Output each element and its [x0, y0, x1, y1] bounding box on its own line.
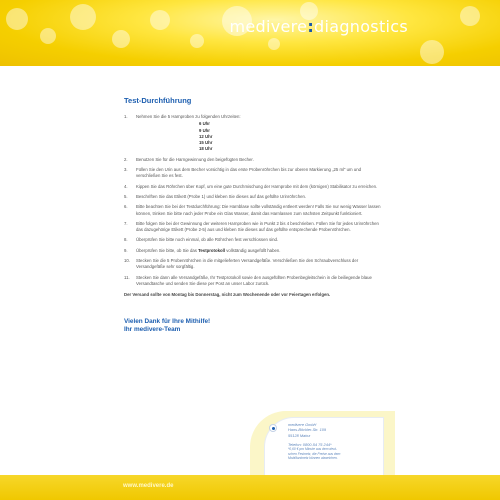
bokeh-decoration — [40, 28, 56, 44]
bokeh-decoration — [460, 6, 480, 26]
step-text: Überprüfen Sie bitte noch einmal, ob alle Röhrchen fest verschlossen sind. — [136, 237, 279, 243]
step-text-after: vollständig ausgefüllt haben. — [225, 247, 281, 253]
bokeh-decoration — [268, 38, 280, 50]
step-number: 8. — [124, 237, 128, 243]
step-text: Beschriften Sie das Etikett (Probe 1) und kleben Sie dieses auf das gefüllte Urinröhrchen. — [136, 193, 307, 199]
address-street: Hans-Böckler-Str. 109 — [288, 427, 327, 433]
step-number: 10. — [124, 258, 130, 264]
address-city: 55128 Mainz — [288, 432, 311, 438]
bokeh-decoration — [190, 34, 204, 48]
phone-disclaimer-line: Mobilfunknetz können abweichen. — [288, 456, 338, 460]
time-item: 9 Uhr — [199, 127, 210, 133]
step-number: 5. — [124, 193, 128, 199]
step-text: Stecken Sie dann alle Versandgefäße, Ihr Testprotokoll sowie den ausgefüllten Probenbegleitschein in die beiliegende blaue Versandtasche und senden Sie diese per Post an unser Labor zurück. — [136, 274, 372, 286]
step-text: Bitte folgen Sie bei der Gewinnung der weiteren Harnproben wie in Punkt 2 bis 4 beschrieben. Füllen Sie für jedes Urinröhrchen das dazugehörige Etikett (Probe 2-5) aus und kleben Sie dieses auf das gefüllte entsprechende Probenröhrchen. — [136, 220, 379, 233]
step-item — [124, 157, 384, 163]
step-number: 2. — [124, 156, 128, 162]
time-list — [199, 121, 384, 152]
step-number: 7. — [124, 220, 128, 226]
logo-text-left: medivere — [229, 17, 308, 36]
step-item — [124, 114, 384, 153]
bokeh-decoration — [112, 30, 130, 48]
shipping-note: Der Versand sollte von Montag bis Donnerstag, nicht zum Wochenende oder vor Feiertagen erfolgen. — [124, 292, 331, 298]
step-number: 6. — [124, 204, 128, 210]
thanks-message — [124, 318, 384, 334]
step-text: Stecken Sie die 5 Probenröhrchen in die mitgelieferten Versandgefäße. Verschließen Sie den Schraubverschluss der Versandgefäße sehr sorgfältig. — [136, 258, 359, 270]
step-item — [124, 194, 384, 200]
time-item: 15 Uhr — [199, 140, 213, 146]
step-item — [124, 237, 384, 243]
step-number: 11. — [124, 274, 130, 280]
step-text — [136, 248, 384, 254]
step-item — [124, 275, 384, 288]
company-name: medivere GmbH — [288, 422, 317, 427]
company-address — [288, 422, 340, 460]
time-item: 12 Uhr — [199, 133, 213, 139]
step-item — [124, 258, 384, 271]
bokeh-decoration — [420, 40, 444, 64]
logo-separator: : — [307, 17, 315, 36]
step-text-wrap — [136, 114, 384, 153]
step-item — [124, 248, 384, 254]
logo-text-right: diagnostics — [314, 17, 408, 36]
step-text: Bitte beachten Sie bei der Testdurchführung: Die Harnblase sollte vollständig entleert werden! Falls Sie nur wenig Wasser lassen können, trinken Sie bitte nach jeder Probe ein Glas Wasser, damit das Harnlassen zum nächsten Zeitpunkt funktioniert. — [136, 204, 381, 216]
step-item — [124, 184, 384, 190]
instructions-content — [124, 96, 384, 334]
bokeh-decoration — [6, 8, 28, 30]
step-item — [124, 167, 384, 180]
time-item: 6 Uhr — [199, 121, 210, 127]
step-text: Benutzen Sie für die Harngewinnung den beigefügten Becher. — [136, 156, 254, 162]
step-text: Nehmen Sie die 5 Harnproben zu folgenden Uhrzeiten: — [136, 114, 241, 119]
header-band — [0, 0, 500, 66]
location-pin-icon — [269, 424, 277, 432]
phone-number: Telefon: 0800-54 75 244* — [288, 441, 332, 447]
steps-list — [124, 114, 384, 287]
step-number: 3. — [124, 167, 128, 173]
medivere-logo — [229, 17, 408, 36]
step-number: 9. — [124, 247, 128, 253]
step-number: 4. — [124, 183, 128, 189]
time-item: 18 Uhr — [199, 146, 213, 152]
page-title: Test-Durchführung — [124, 96, 192, 105]
step-text-before: Überprüfen Sie bitte, ob Sie das — [136, 247, 199, 253]
step-item — [124, 204, 384, 217]
phone-disclaimer-line: schen Festnetz, die Preise aus dem — [288, 451, 341, 456]
bokeh-decoration — [150, 10, 170, 30]
step-text: Kippen Sie das Röhrchen über Kopf, um eine gute Durchmischung der Harnprobe mit dem (körnigen) Stabilisator zu erreichen. — [136, 183, 378, 189]
phone-disclaimer-line: *0,60 € pro Minute aus dem deut- — [288, 447, 337, 452]
step-number: 1. — [124, 114, 128, 119]
step-text: Füllen Sie den Urin aus dem Becher vorsichtig in das erste Probenröhrchen bis zur oberen Markierung „25 ml“ um und verschließen Sie es fest. — [136, 167, 361, 179]
website-link[interactable]: www.medivere.de — [123, 483, 174, 489]
thanks-line-1: Vielen Dank für Ihre Mithilfe! — [124, 318, 211, 326]
bokeh-decoration — [70, 4, 96, 30]
step-text-bold: Testprotokoll — [198, 247, 226, 253]
footer-band — [0, 475, 500, 500]
thanks-line-2: Ihr medivere-Team — [124, 326, 181, 334]
step-item — [124, 221, 384, 234]
